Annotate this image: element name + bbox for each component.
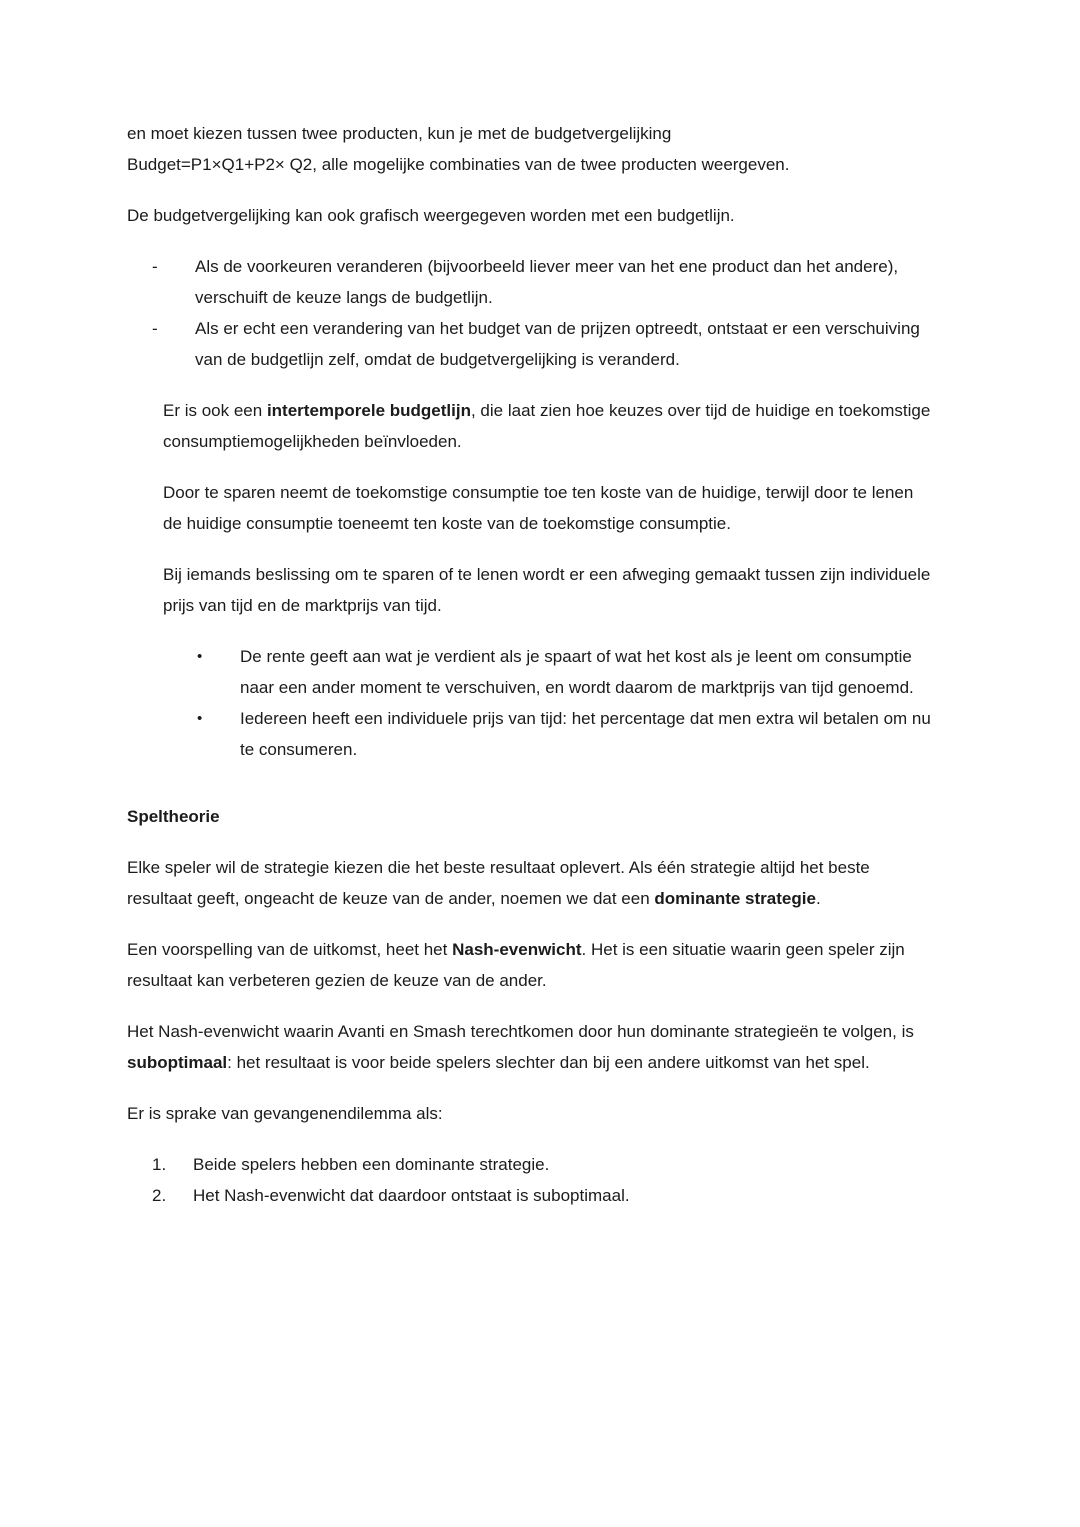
indented-block (163, 395, 932, 765)
list-item-text: Het Nash-evenwicht dat daardoor ontstaat is suboptimaal. (193, 1186, 630, 1205)
number-marker: 1. (152, 1155, 167, 1174)
paragraph-budget-line: De budgetvergelijking kan ook grafisch weergegeven worden met een budgetlijn. (127, 206, 735, 225)
dash-marker: - (152, 319, 158, 338)
numbered-list (127, 1149, 932, 1211)
paragraph-prisoners-dilemma: Er is sprake van gevangenendilemma als: (127, 1104, 443, 1123)
section-heading: Speltheorie (127, 807, 220, 826)
document-content (127, 118, 932, 1211)
paragraph-saving-lending: Door te sparen neemt de toekomstige consumptie toe ten koste van de huidige, terwijl door te lenen de huidige consumptie toeneemt ten koste van de toekomstige consumptie. (163, 483, 914, 533)
paragraph-time-price: Bij iemands beslissing om te sparen of te lenen wordt er een afweging gemaakt tussen zijn individuele prijs van tijd en de marktprijs van tijd. (163, 565, 931, 615)
paragraph-dominant-strategy: Elke speler wil de strategie kiezen die het beste resultaat oplevert. Als één strategie altijd het beste resultaat geeft, ongeacht de keuze van de ander, noemen we dat een dominante strategie. (127, 858, 870, 908)
list-item-text: Als er echt een verandering van het budget van de prijzen optreedt, ontstaat er een verschuiving van de budgetlijn zelf, omdat de budgetvergelijking is veranderd. (195, 319, 920, 369)
list-item (152, 1149, 932, 1180)
list-item (197, 703, 932, 765)
list-item (152, 251, 932, 313)
bullet-marker: • (197, 648, 203, 665)
list-item (197, 641, 932, 703)
paragraph-budget-equation: en moet kiezen tussen twee producten, kun je met de budgetvergelijking Budget=P1×Q1+P2× Q2, alle mogelijke combinaties van de twee producten weergeven. (127, 124, 790, 174)
dash-marker: - (152, 257, 158, 276)
list-item (152, 313, 932, 375)
bullet-list (163, 641, 932, 765)
number-marker: 2. (152, 1186, 167, 1205)
list-item-text: Iedereen heeft een individuele prijs van tijd: het percentage dat men extra wil betalen om nu te consumeren. (240, 709, 931, 759)
list-item (152, 1180, 932, 1211)
paragraph-nash-equilibrium: Een voorspelling van de uitkomst, heet het Nash-evenwicht. Het is een situatie waarin geen speler zijn resultaat kan verbeteren gezien de keuze van de ander. (127, 940, 905, 990)
list-item-text: Als de voorkeuren veranderen (bijvoorbeeld liever meer van het ene product dan het andere), verschuift de keuze langs de budgetlijn. (195, 257, 899, 307)
paragraph-intertemporal: Er is ook een intertemporele budgetlijn, die laat zien hoe keuzes over tijd de huidige en toekomstige consumptiemogelijkheden beïnvloeden. (163, 401, 931, 451)
list-item-text: De rente geeft aan wat je verdient als je spaart of wat het kost als je leent om consumptie naar een ander moment te verschuiven, en wordt daarom de marktprijs van tijd genoemd. (240, 647, 914, 697)
bullet-marker: • (197, 710, 203, 727)
dash-list (127, 251, 932, 375)
paragraph-suboptimal: Het Nash-evenwicht waarin Avanti en Smash terechtkomen door hun dominante strategieën te volgen, is suboptimaal: het resultaat is voor beide spelers slechter dan bij een andere uitkomst van het spel. (127, 1022, 914, 1072)
list-item-text: Beide spelers hebben een dominante strategie. (193, 1155, 550, 1174)
